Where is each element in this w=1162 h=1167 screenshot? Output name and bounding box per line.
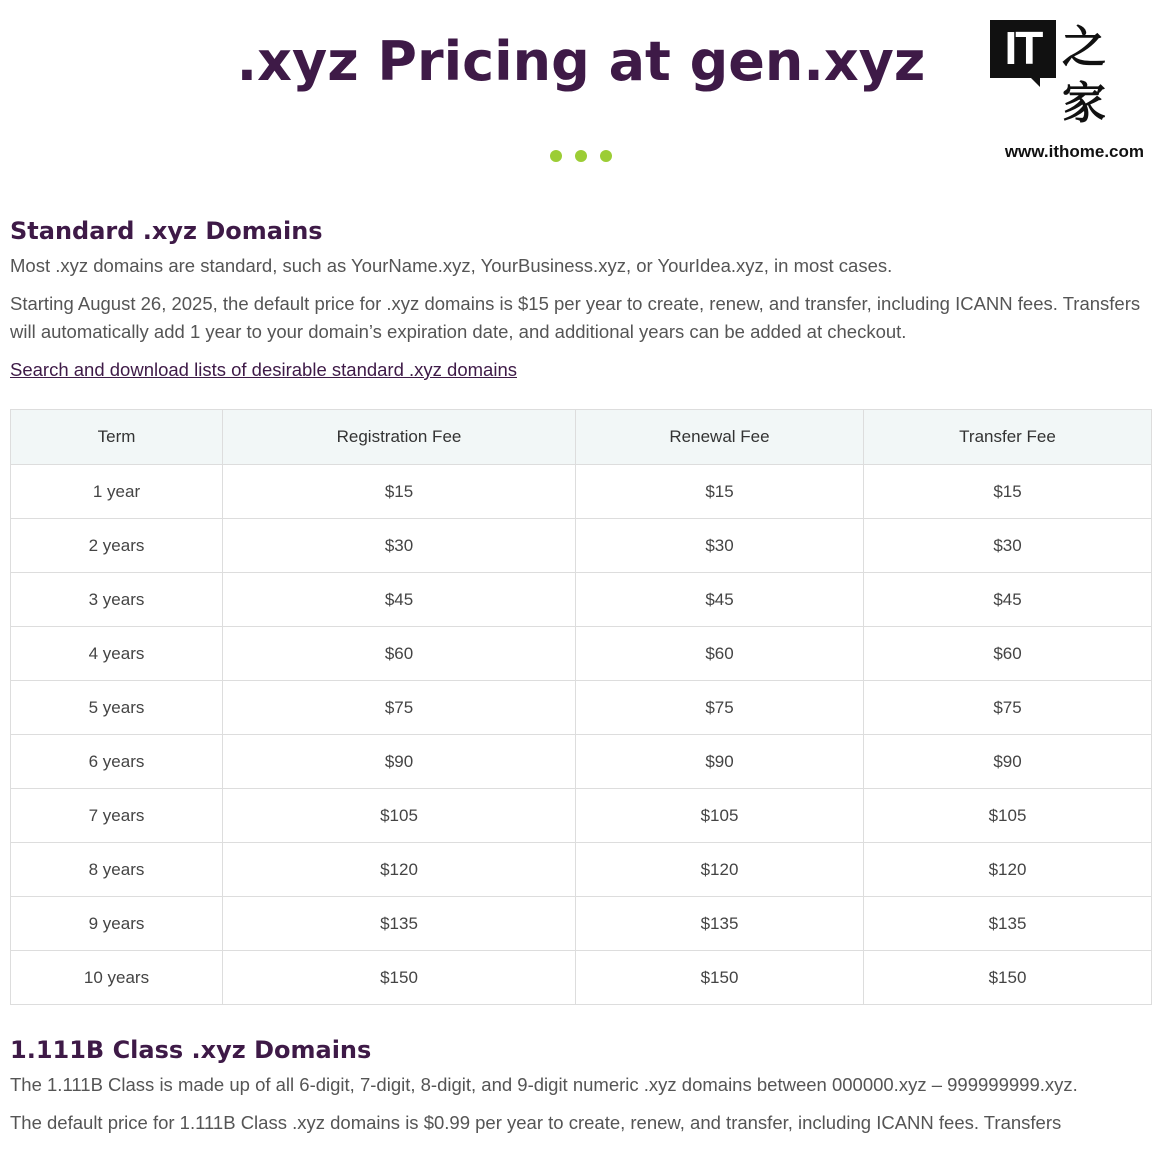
divider-dot: [575, 150, 587, 162]
transfer-fee-cell: $75: [864, 681, 1152, 735]
registration-fee-cell: $150: [223, 951, 576, 1005]
column-header-registration: Registration Fee: [223, 410, 576, 465]
table-row: [11, 951, 1152, 1005]
table-row: [11, 465, 1152, 519]
transfer-fee-cell: $30: [864, 519, 1152, 573]
renewal-fee-cell: $30: [576, 519, 864, 573]
transfer-fee-cell: $120: [864, 843, 1152, 897]
registration-fee-cell: $120: [223, 843, 576, 897]
renewal-fee-cell: $75: [576, 681, 864, 735]
registration-fee-cell: $105: [223, 789, 576, 843]
renewal-fee-cell: $45: [576, 573, 864, 627]
table-row: [11, 519, 1152, 573]
registration-fee-cell: $90: [223, 735, 576, 789]
term-cell: 10 years: [11, 951, 223, 1005]
standard-domains-link[interactable]: Search and download lists of desirable standard .xyz domains: [10, 359, 517, 380]
term-cell: 5 years: [11, 681, 223, 735]
table-row: [11, 789, 1152, 843]
ithome-logo-zh: 之家: [1061, 22, 1108, 129]
term-cell: 1 year: [11, 465, 223, 519]
standard-pricing-text: Starting August 26, 2025, the default price for .xyz domains is $15 per year to create, renew, and transfer, including ICANN fees. Transfers will automatically add 1 year to your domain’s expiration date, and additional years can be added at checkout.: [10, 293, 1141, 342]
transfer-fee-cell: $105: [864, 789, 1152, 843]
standard-intro: Most .xyz domains are standard, such as YourName.xyz, YourBusiness.xyz, or YourIdea.xyz, in most cases.: [10, 255, 893, 276]
registration-fee-cell: $30: [223, 519, 576, 573]
table-row: [11, 681, 1152, 735]
transfer-fee-cell: $135: [864, 897, 1152, 951]
term-cell: 3 years: [11, 573, 223, 627]
registration-fee-cell: $60: [223, 627, 576, 681]
term-cell: 7 years: [11, 789, 223, 843]
table-row: [11, 573, 1152, 627]
transfer-fee-cell: $150: [864, 951, 1152, 1005]
term-cell: 8 years: [11, 843, 223, 897]
renewal-fee-cell: $15: [576, 465, 864, 519]
column-header-term: Term: [11, 410, 223, 465]
standard-section: [10, 216, 1152, 384]
ithome-logo-it: IT: [990, 20, 1056, 78]
pricing-table-body: [11, 465, 1152, 1005]
registration-fee-cell: $15: [223, 465, 576, 519]
class-111b-intro: The 1.111B Class is made up of all 6-digit, 7-digit, 8-digit, and 9-digit numeric .xyz domains between 000000.xyz – 999999999.xyz.: [10, 1074, 1078, 1095]
table-row: [11, 843, 1152, 897]
renewal-fee-cell: $60: [576, 627, 864, 681]
transfer-fee-cell: $15: [864, 465, 1152, 519]
standard-heading: Standard .xyz Domains: [10, 217, 323, 245]
table-row: [11, 627, 1152, 681]
renewal-fee-cell: $105: [576, 789, 864, 843]
transfer-fee-cell: $90: [864, 735, 1152, 789]
renewal-fee-cell: $120: [576, 843, 864, 897]
pricing-table: [10, 409, 1152, 1005]
table-row: [11, 897, 1152, 951]
pricing-table-head: [11, 410, 1152, 465]
renewal-fee-cell: $150: [576, 951, 864, 1005]
term-cell: 4 years: [11, 627, 223, 681]
ithome-watermark: [990, 20, 1144, 161]
pricing-table-header-row: [11, 410, 1152, 465]
table-row: [11, 735, 1152, 789]
registration-fee-cell: $45: [223, 573, 576, 627]
class-111b-pricing-text: The default price for 1.111B Class .xyz domains is $0.99 per year to create, renew, and transfer, including ICANN fees. Transfers: [10, 1112, 1062, 1133]
renewal-fee-cell: $135: [576, 897, 864, 951]
column-header-transfer: Transfer Fee: [864, 410, 1152, 465]
term-cell: 9 years: [11, 897, 223, 951]
term-cell: 2 years: [11, 519, 223, 573]
divider-dot: [600, 150, 612, 162]
renewal-fee-cell: $90: [576, 735, 864, 789]
divider-dots: [0, 150, 1162, 162]
transfer-fee-cell: $45: [864, 573, 1152, 627]
ithome-url: www.ithome.com: [1004, 142, 1144, 161]
class-111b-heading: 1.111B Class .xyz Domains: [10, 1036, 372, 1064]
ithome-logo: [990, 20, 1144, 132]
registration-fee-cell: $75: [223, 681, 576, 735]
transfer-fee-cell: $60: [864, 627, 1152, 681]
divider-dot: [550, 150, 562, 162]
class-111b-section: [10, 1035, 1152, 1137]
registration-fee-cell: $135: [223, 897, 576, 951]
column-header-renewal: Renewal Fee: [576, 410, 864, 465]
term-cell: 6 years: [11, 735, 223, 789]
page-title: .xyz Pricing at gen.xyz: [236, 30, 926, 93]
